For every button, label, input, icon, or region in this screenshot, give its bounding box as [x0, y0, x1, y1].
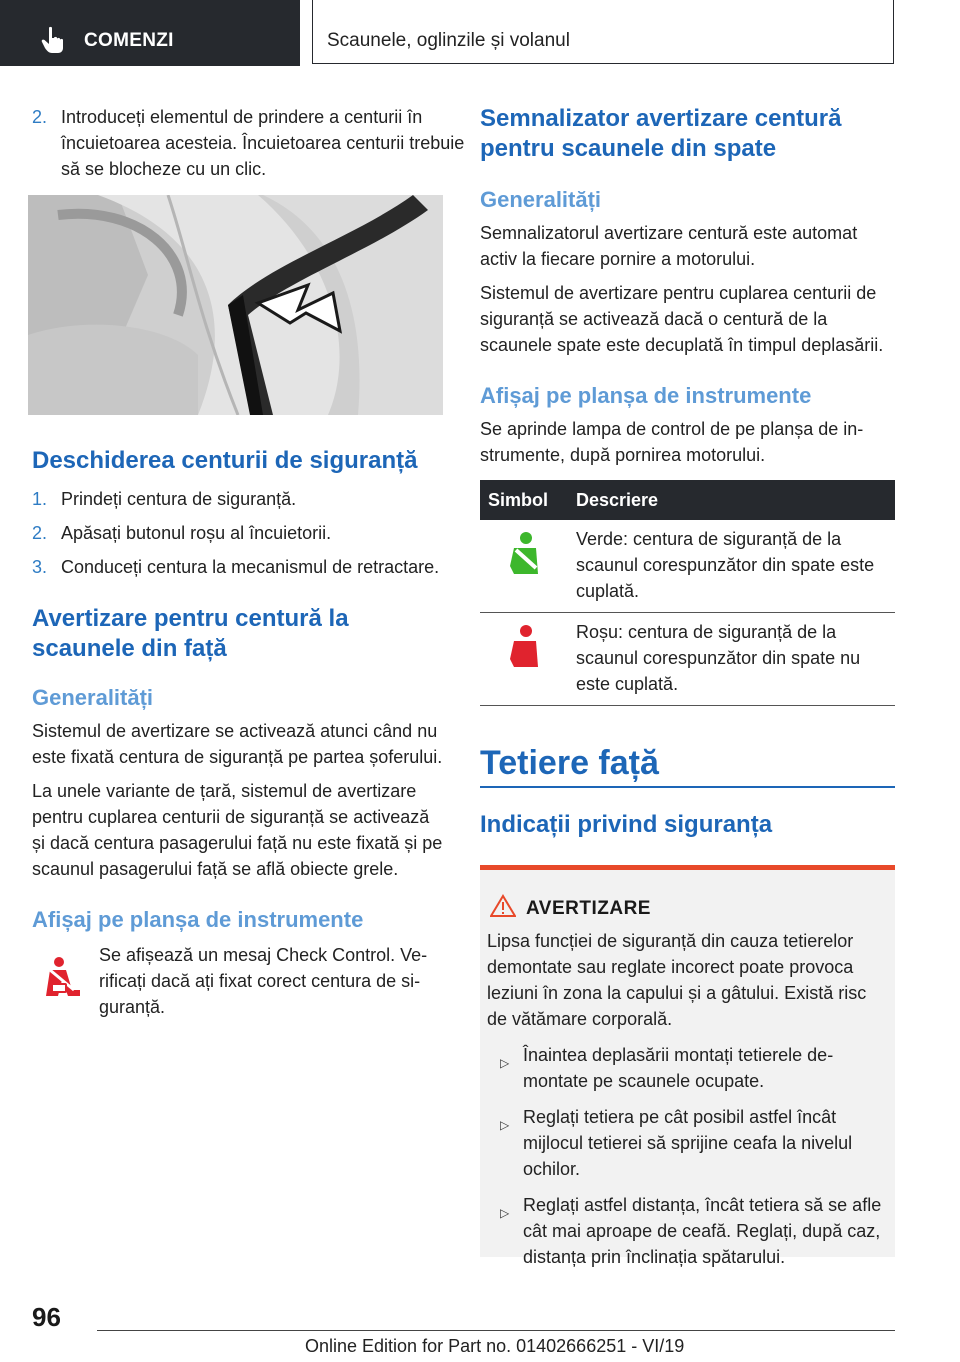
warning-box: [480, 865, 895, 1267]
open-steps-list: [32, 486, 446, 580]
symbol-cell: [480, 613, 568, 706]
description-cell: Roșu: centura de siguranță de la scaunul corespunzător din spate nu este cuplată.: [568, 613, 895, 706]
rear-general-paragraph-2: Sistemul de avertizare pentru cuplarea centurii de siguranță se activează dacă o centură de la scaunele spate este decuplată în timpul deplasării.: [480, 283, 884, 355]
list-item: [32, 554, 446, 580]
rear-display-paragraph: Se aprinde lampa de control de pe planșa de instrumente, după pornirea motorului.: [480, 419, 864, 465]
green-seatbelt-icon: [502, 530, 552, 590]
step-text: Introduceți elementul de prindere a centurii în încuietoarea acesteia. Încuietoarea centurii trebuie să se blocheze cu un clic.: [61, 107, 465, 179]
heading-front-warning: Avertizare pentru centură la scaunele din față: [32, 605, 349, 662]
heading-display-rear: Afișaj pe planșa de instrumente: [480, 383, 812, 408]
list-item: [32, 104, 475, 182]
table-header-row: [480, 480, 895, 520]
seatbelt-buckle-photo: [28, 195, 443, 415]
warning-triangle-icon: [490, 894, 516, 918]
step-number: 3.: [32, 557, 48, 577]
car-interior-illustration: [28, 195, 443, 415]
page-header: [0, 0, 960, 66]
seatbelt-warning-icon: [44, 956, 82, 1006]
hand-pointer-icon: [40, 26, 66, 54]
symbol-cell: [480, 520, 568, 613]
step-number: 1.: [32, 489, 48, 509]
footer-edition: Online Edition for Part no. 01402666251 - VI/19: [305, 1336, 685, 1356]
heading-general-rear: Generalități: [480, 187, 602, 212]
step-text: Conduceți centura la mecanismul de retractare.: [61, 557, 440, 577]
bullet-triangle-icon: ▷: [500, 1206, 510, 1220]
heading-display-front: Afișaj pe planșa de instrumente: [32, 907, 364, 932]
section-tab[interactable]: [312, 0, 894, 64]
warning-text: Lipsa funcției de siguranță din cauza tetierelor demontate sau reglate incorect poate provoca leziuni în zona la capului și a gâtului. Există risc de vătămare corporală.: [487, 931, 867, 1029]
step-text: Apăsați butonul roșu al încuietorii.: [61, 523, 332, 543]
heading-headrests: Tetiere față: [480, 742, 895, 788]
heading-safety-notes: Indicații privind siguranța: [480, 811, 773, 838]
general-paragraph-1: Sistemul de avertizare se activează atunci când nu este fixată centura de siguranță pe partea șoferului.: [32, 721, 443, 767]
chapter-tab-label: COMENZI: [84, 30, 174, 51]
col-header-description: Descriere: [568, 480, 895, 520]
table-row: [480, 613, 895, 706]
general-paragraph-2: La unele variante de țară, sistemul de avertizare pentru cuplarea centurii de siguranță se activează și dacă centura pasagerului față nu este fixată și pe scaunul pasagerului față se află obiecte grele.: [32, 781, 443, 879]
step-text: Prindeți centura de siguranță.: [61, 489, 297, 509]
list-item: [32, 520, 446, 546]
bullet-text: Înaintea deplasării montați tetierele demontate pe scaunele ocupate.: [523, 1045, 834, 1091]
footer-divider: [97, 1330, 895, 1331]
page-number: 96: [32, 1302, 61, 1332]
bullet-triangle-icon: ▷: [500, 1056, 510, 1070]
rear-general-paragraph-1: Semnalizatorul avertizare centură este automat activ la fiecare pornire a motorului.: [480, 223, 858, 269]
heading-open-belt: Deschiderea centurii de siguranță: [32, 447, 418, 474]
list-item: [487, 1104, 889, 1182]
fasten-steps-list: [32, 104, 465, 182]
bullet-text: Reglați tetiera pe cât posibil astfel încât mijlocul tetierei să sprijine ceafa la nivelul ochilor.: [523, 1107, 853, 1179]
step-number: 2.: [32, 523, 48, 543]
table-row: [480, 520, 895, 613]
section-tab-label: Scaunele, oglinzile și volanul: [327, 30, 570, 51]
bullet-text: Reglați astfel distanța, încât tetiera să se afle cât mai aproape de ceafă. Reglați, după caz, distanța prin înclinația spătarului.: [523, 1195, 882, 1267]
step-number: 2.: [32, 107, 48, 127]
heading-rear-warning: Semnalizator avertizare centură pentru scaunele din spate: [480, 105, 842, 162]
list-item: [487, 1192, 889, 1270]
left-column-top: [32, 104, 465, 182]
right-column: [480, 104, 895, 840]
chapter-tab[interactable]: [0, 0, 300, 66]
description-cell: Verde: centura de siguranță de la scaunul corespunzător din spate este cuplată.: [568, 520, 895, 613]
warning-content: [487, 928, 889, 1270]
symbol-table: [480, 480, 895, 706]
red-seat-icon: [502, 623, 552, 683]
heading-general-front: Generalități: [32, 685, 154, 710]
display-info: [32, 942, 446, 1032]
left-column-main: [32, 446, 446, 1032]
list-item: [487, 1042, 889, 1094]
col-header-symbol: Simbol: [480, 480, 568, 520]
warning-title: AVERTIZARE: [526, 898, 651, 919]
display-text: Se afișează un mesaj Check Control. Verificați dacă ați fixat corect centura de siguranță.: [99, 945, 428, 1017]
list-item: [32, 486, 446, 512]
bullet-triangle-icon: ▷: [500, 1118, 510, 1132]
